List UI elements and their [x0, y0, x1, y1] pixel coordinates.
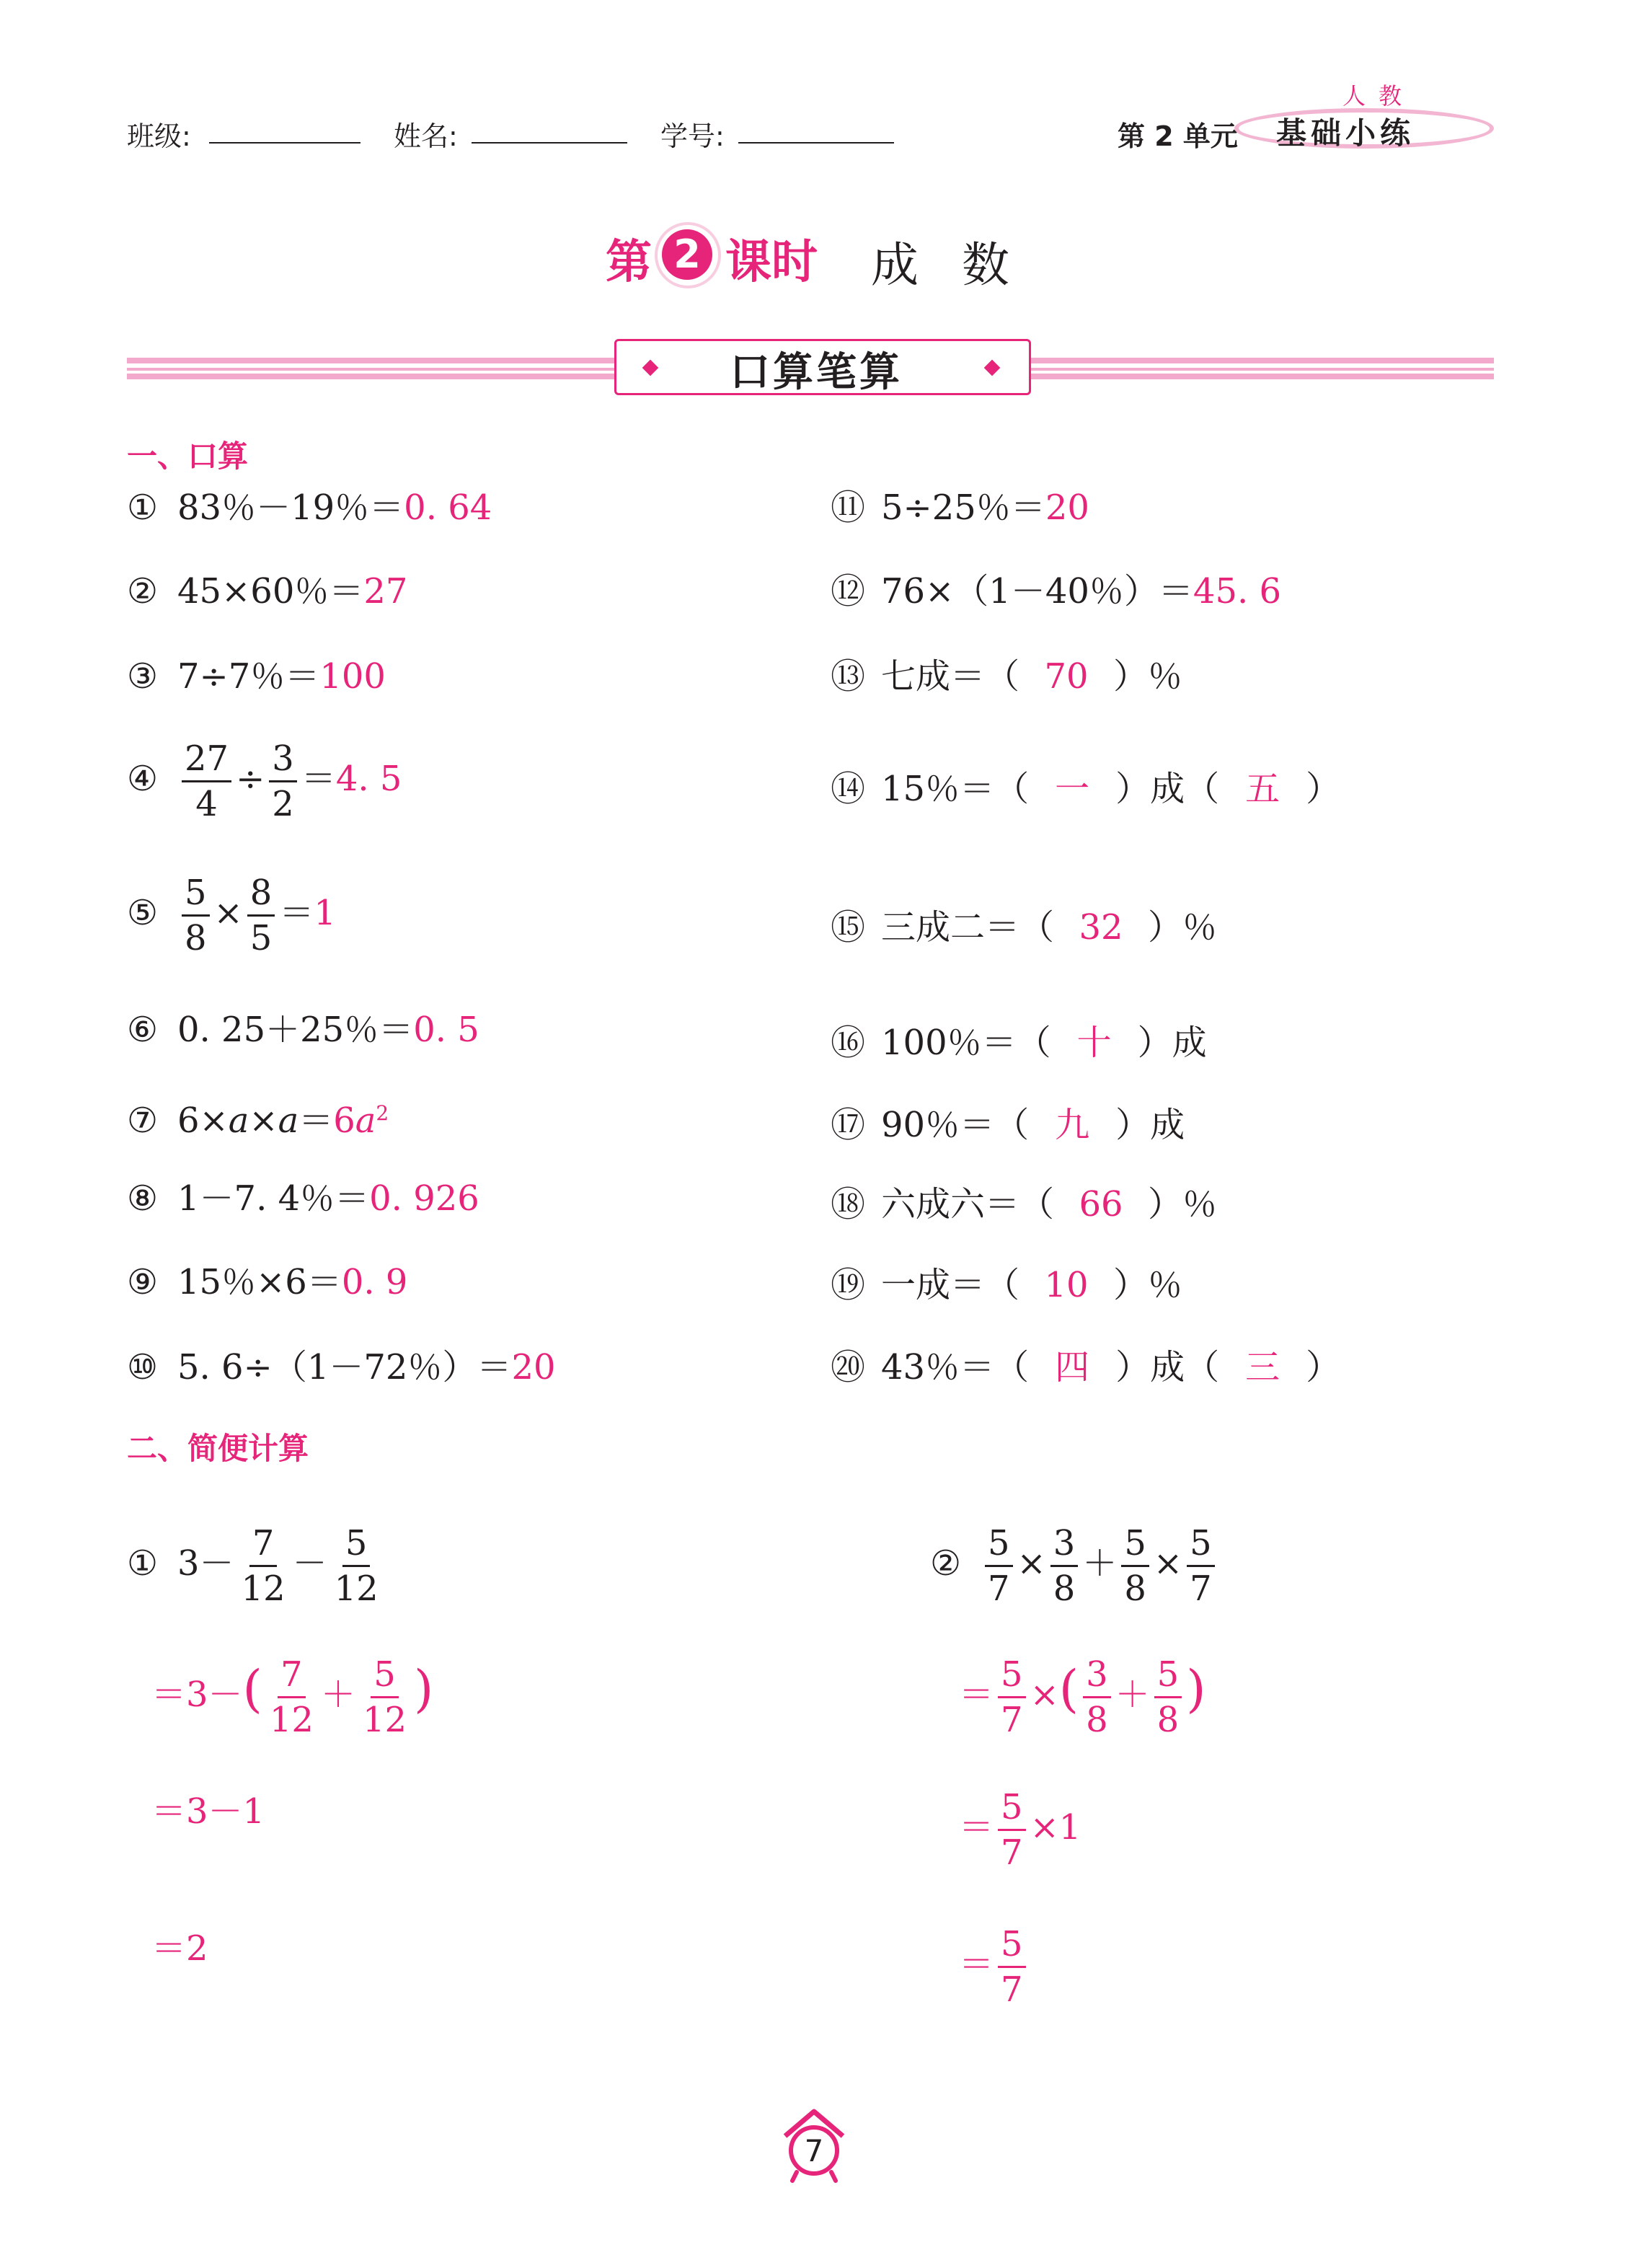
problem-7: ⑦ $6\times a\times a=6a^2$: [127, 1100, 389, 1141]
unit-label: 第 2 单元: [1118, 120, 1238, 152]
answer: 四: [1055, 1347, 1090, 1387]
answer: 20: [1045, 487, 1089, 528]
calc-step: ＝3－( $\frac{7}{12}$ ＋ $\frac{5}{12}$ ): [151, 1654, 434, 1740]
brand-small: 人教: [1342, 82, 1415, 110]
answer: 0. 9: [341, 1262, 408, 1302]
calc-step: ＝ $\frac{5}{7}$ ×1: [959, 1787, 1081, 1873]
calc-step: ＝ $\frac{5}{7}$ ×( $\frac{3}{8}$ ＋ $\frac{5}{8}$ ): [959, 1654, 1206, 1740]
answer: 0. 64: [404, 487, 492, 528]
section-heading: 二、简便计算: [127, 1431, 309, 1466]
name-field-line[interactable]: [472, 142, 627, 144]
answer: 70: [1044, 656, 1089, 697]
id-label: 学号:: [660, 120, 725, 152]
answer: 1: [314, 893, 336, 933]
problem-1: ① 83％－19％＝0. 64: [127, 487, 492, 528]
problem-18: ⑱ 六成六＝（ 66 ）％: [831, 1184, 1218, 1225]
answer: 九: [1055, 1105, 1090, 1145]
problem-3: ③ 7÷7％＝100: [127, 656, 386, 697]
class-field-line[interactable]: [209, 142, 360, 144]
answer: 32: [1079, 907, 1123, 948]
problem-20: ⑳ 43％＝（ 四 ）成（ 三 ）: [831, 1347, 1341, 1387]
class-label: 班级:: [127, 120, 191, 152]
calc-problem-1: ① 3－ $\frac{7}{12}$ － $\frac{5}{12}$: [127, 1523, 379, 1609]
problem-11: ⑪ 5÷25％＝20: [831, 487, 1089, 528]
lesson-suffix: 课时: [725, 236, 818, 289]
problem-19: ⑲ 一成＝（ 10 ）％: [831, 1265, 1183, 1305]
problem-13: ⑬ 七成＝（ 70 ）％: [831, 656, 1183, 697]
calc-step: ＝3－1: [151, 1791, 265, 1832]
brand-title: 基础小练: [1276, 115, 1415, 151]
answer: 0. 926: [369, 1178, 479, 1219]
calc-step: ＝ $\frac{5}{7}$: [959, 1927, 1030, 2007]
problem-14: ⑭ 15％＝（ 一 ）成（ 五 ）: [831, 769, 1341, 809]
page-number-badge: [779, 2106, 849, 2185]
answer: 10: [1044, 1265, 1089, 1305]
answer: 4. 5: [335, 759, 402, 799]
problem-16: ⑯ 100％＝（ 十 ）成: [831, 1023, 1207, 1063]
problem-8: ⑧ 1－7. 4％＝0. 926: [127, 1178, 479, 1219]
problem-15: ⑮ 三成二＝（ 32 ）％: [831, 907, 1218, 948]
answer: 45. 6: [1193, 571, 1282, 612]
section-heading: 一、口算: [127, 438, 249, 474]
answer: 三: [1245, 1347, 1280, 1387]
lesson-topic: 成数: [871, 237, 1053, 293]
problem-12: ⑫ 76×（1－40％）＝45. 6: [831, 571, 1282, 612]
problem-2: ② 45×60％＝27: [127, 571, 408, 612]
answer: 0. 5: [413, 1010, 479, 1050]
band-title: 口算笔算: [730, 349, 903, 396]
answer: 100: [319, 656, 386, 697]
problem-6: ⑥ 0. 25＋25％＝0. 5: [127, 1010, 479, 1050]
lesson-prefix: 第: [606, 236, 652, 289]
lesson-number: 2: [662, 229, 712, 280]
answer: 十: [1076, 1023, 1112, 1063]
problem-9: ⑨ 15％×6＝0. 9: [127, 1262, 408, 1302]
calc-step: ＝2: [151, 1928, 208, 1969]
answer: 五: [1245, 769, 1280, 809]
page-number: 7: [804, 2133, 824, 2168]
problem-10: ⑩ 5. 6÷（1－72％）＝20: [127, 1347, 556, 1387]
name-label: 姓名:: [394, 120, 458, 152]
problem-4: ④ $\frac{27}{4}$ ÷ $\frac{3}{2}$ ＝4. 5: [127, 738, 402, 824]
problem-17: ⑰ 90％＝（ 九 ）成: [831, 1105, 1185, 1145]
calc-problem-2: ② $\frac{5}{7}$ × $\frac{3}{8}$ ＋ $\frac{5}{8}$ × $\frac{5}{7}$: [930, 1526, 1219, 1606]
id-field-line[interactable]: [738, 142, 894, 144]
problem-5: ⑤ $\frac{5}{8}$ × $\frac{8}{5}$ ＝1: [127, 873, 336, 958]
answer: $6a^2$: [333, 1100, 389, 1141]
answer: 20: [511, 1347, 556, 1387]
answer: 27: [363, 571, 408, 612]
answer: 一: [1055, 769, 1090, 809]
answer: 66: [1079, 1184, 1123, 1225]
